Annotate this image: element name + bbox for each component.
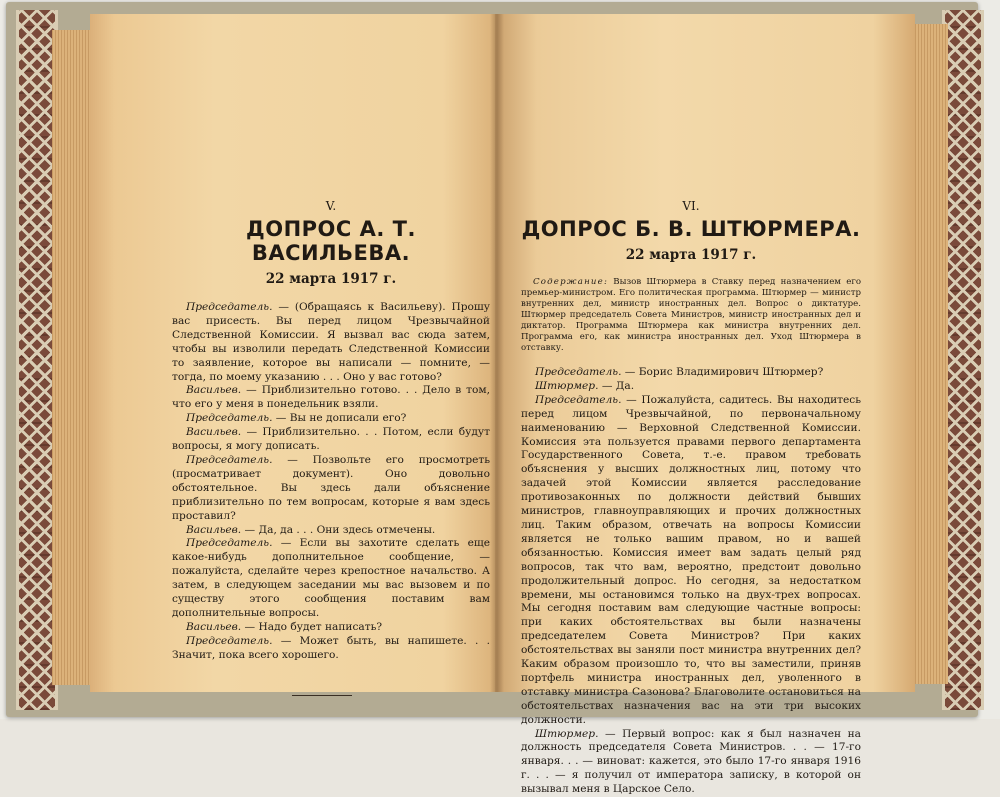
section-date: 22 марта 1917 г. — [265, 271, 397, 287]
summary-text: Вызов Штюрмера в Ставку перед назначением его премьер-министром. Его политическая программа. Штюрмер — министр внутренних дел, министр иностранных дел. Вопрос о диктатуре. Штюрмер председатель Совета Министров, министр иностранных дел и диктатор. Программа Штюрмера как министра внутренних дел. Программа его, как министра иностранных дел. Уход Штюрмера в отставку. — [521, 277, 861, 353]
left-page — [90, 14, 505, 692]
book-gutter — [490, 14, 504, 692]
dialogue-paragraph — [521, 366, 861, 380]
speaker: Председатель. — [535, 393, 622, 406]
speaker: Васильев. — [186, 426, 242, 439]
speaker: Председатель. — [186, 412, 273, 425]
speech: — Если вы захотите сделать еще какое-нибудь дополнительное сообщение, — пожалуйста, сделайте через крепостное начальство. А затем, в следующем заседании мы вас вызовем и по существу этого сообщения поставим вам дополнительные вопросы. — [172, 537, 490, 619]
dialogue-paragraph — [172, 621, 490, 635]
speaker: Штюрмер. — [535, 727, 599, 740]
speech: — (Обращаясь к Васильеву). Прошу вас присесть. Вы перед лицом Чрезвычайной Следственной Комиссии. Я вызвал вас сюда затем, чтобы вы изволили передать Следственной Комиссии то заявление, которое вы написали — помните, — тогда, по моему указанию . . . Оно у вас готово? — [172, 301, 490, 383]
end-rule — [292, 695, 352, 696]
dialogue-paragraph — [172, 384, 490, 412]
speech: — Приблизительно. . . Потом, если будут вопросы, я могу дописать. — [172, 426, 490, 453]
right-page-content — [521, 199, 861, 797]
speech: — Борис Владимирович Штюрмер? — [621, 366, 824, 378]
dialogue-paragraph — [172, 635, 490, 663]
section-summary — [521, 277, 861, 354]
dialogue-paragraph — [172, 454, 490, 524]
dialogue-paragraph — [521, 380, 861, 394]
ornament-band-right — [942, 10, 984, 710]
section-title: ДОПРОС А. Т. ВАСИЛЬЕВА. — [246, 217, 416, 265]
speaker: Председатель. — [186, 453, 273, 466]
speech: — Пожалуйста, садитесь. Вы находитесь перед лицом Чрезвычайной, по первоначальному наименованию — Верховной Следственной Комиссии. Комиссия эта пользуется правами первого департамента Государственного Совета, т.-е. правом требовать объяснения у высших должностных лиц, потому что задачей этой Комиссии является расследование противозаконных по должности действий бывших министров, главноуправляющих и прочих должностных лиц. Таким образом, отвечать на вопросы Комиссии является не только вашим правом, но и вашей обязанностью. Комиссия имеет вам задать целый ряд вопросов, так что вам, вероятно, предстоит довольно продолжительный допрос. Но сегодня, за недостатком времени, мы остановимся только на двух-трех вопросах. Мы сегодня поставим вам следующие частные вопросы: при каких обстоятельствах вы были назначены председателем Совета Министров? При каких обстоятельствах вы заняли пост министра внутренних дел? Каким образом произошло то, что вы заместили, приняв портфель министра иностранных дел, уволенного в отставку министра Сазонова? Благоволите остановиться на обстоятельствах назначения вас на эти три высоких должности. — [521, 393, 861, 726]
right-page — [495, 14, 915, 796]
speech: — Надо будет написать? — [241, 620, 383, 633]
dialogue-paragraph — [172, 426, 490, 454]
section-number: VI. — [682, 199, 700, 213]
speaker: Председатель. — [186, 634, 273, 647]
dialogue-paragraph — [172, 412, 490, 426]
speech: — Вы не дописали его? — [272, 412, 407, 425]
speaker: Васильев. — [186, 523, 242, 536]
dialogue-paragraph — [521, 728, 861, 797]
dialogue-paragraph — [172, 524, 490, 538]
speaker: Штюрмер. — [535, 379, 599, 392]
speech: — Может быть, вы напишете. . . Значит, пока всего хорошего. — [172, 634, 490, 661]
section-title: ДОПРОС Б. В. ШТЮРМЕРА. — [521, 217, 861, 241]
speaker: Председатель. — [186, 537, 273, 550]
speech: — Первый вопрос: как я был назначен на должность председателя Совета Министров. . . — 17-го января. . . — виноват: кажется, это было 17-го января 1916 г. . . — я получил от императора записку, в которой он вызывал меня в Царское Село. — [521, 727, 861, 796]
dialogue-paragraph — [172, 537, 490, 620]
section-date: 22 марта 1917 г. — [625, 247, 757, 263]
dialogue-paragraph — [521, 394, 861, 728]
speaker: Председатель. — [535, 366, 622, 378]
section-number: V. — [325, 199, 337, 213]
speaker: Председатель. — [186, 301, 273, 313]
speech: — Позвольте его просмотреть (просматривает документ). Оно довольно обстоятельное. Вы здесь дали объяснение приблизительно по тем вопросам, которые я вам здесь проставил? — [172, 453, 490, 522]
speech: — Да. — [598, 379, 635, 392]
summary-label: Содержание: — [533, 277, 609, 287]
speech: — Да, да . . . Они здесь отмечены. — [241, 523, 436, 536]
left-page-content — [172, 199, 490, 696]
speaker: Васильев. — [186, 384, 242, 397]
speech: — Приблизительно готово. . . Дело в том, что его у меня в понедельник взяли. — [172, 384, 490, 411]
speaker: Васильев. — [186, 620, 242, 633]
dialogue-paragraph — [172, 301, 490, 384]
